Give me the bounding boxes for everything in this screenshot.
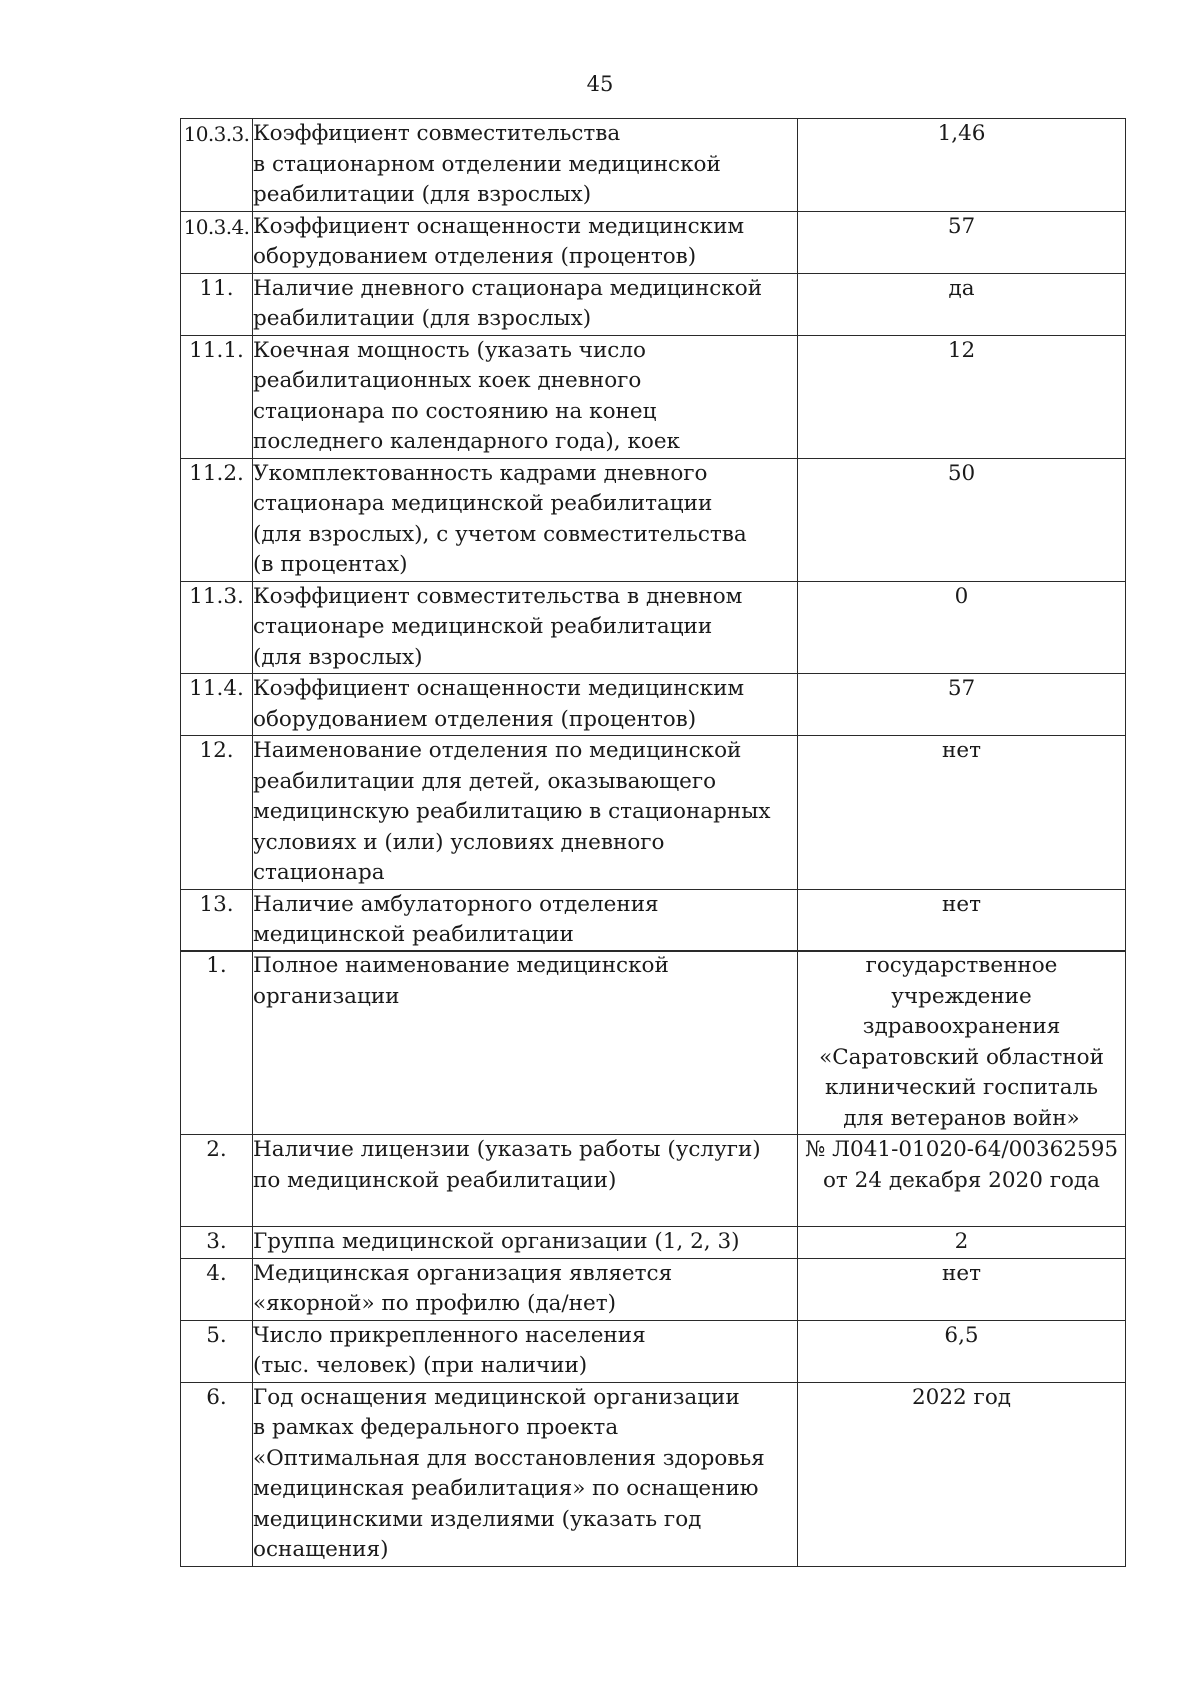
value-text-line: нет — [942, 1260, 981, 1286]
indicator-value — [798, 458, 1126, 581]
indicator-text-line: (для взрослых), с учетом совместительства — [253, 521, 747, 547]
table-row — [181, 273, 1126, 335]
indicator-value — [798, 674, 1126, 736]
indicator-text-line: Группа медицинской организации (1, 2, 3) — [253, 1229, 740, 1254]
table-row — [181, 581, 1126, 674]
row-number: 10.3.4. — [181, 211, 253, 273]
row-number: 2. — [181, 1135, 253, 1227]
row-number: 12. — [181, 736, 253, 890]
indicator-value — [798, 1258, 1126, 1320]
value-text-line: 57 — [947, 213, 976, 239]
indicator-text-line: Наличие лицензии (указать работы (услуги) — [253, 1137, 761, 1162]
indicator-text-line: Наличие амбулаторного отделения — [253, 891, 659, 917]
indicator-name — [253, 674, 798, 736]
row-number: 11.4. — [181, 674, 253, 736]
indicator-value — [798, 1320, 1126, 1382]
indicator-text-line: Коэффициент совместительства — [253, 121, 621, 146]
indicator-value — [798, 119, 1126, 212]
indicator-text-line: (тыс. человек) (при наличии) — [253, 1353, 588, 1378]
indicator-text-line: стационара медицинской реабилитации — [253, 491, 713, 516]
indicator-text-line: медицинской реабилитации — [253, 922, 574, 947]
value-text-line: 12 — [947, 337, 976, 363]
indicator-text-line: (в процентах) — [253, 552, 408, 577]
indicator-value — [798, 581, 1126, 674]
indicator-name — [253, 335, 798, 458]
value-text-line: от 24 декабря 2020 года — [822, 1167, 1100, 1193]
indicator-value — [798, 736, 1126, 890]
value-text-line: для ветеранов войн» — [843, 1105, 1080, 1131]
value-text-line: 0 — [954, 583, 969, 609]
table-row — [181, 951, 1126, 1135]
indicator-value — [798, 273, 1126, 335]
indicator-text-line: оснащения) — [253, 1537, 389, 1562]
row-number: 11.3. — [181, 581, 253, 674]
value-text-line: № Л041-01020-64/00362595 — [804, 1137, 1119, 1162]
row-number: 6. — [181, 1382, 253, 1566]
indicator-text-line: Медицинская организация является — [253, 1260, 673, 1286]
table-row — [181, 1382, 1126, 1566]
table-row — [181, 674, 1126, 736]
indicator-text-line: Наличие дневного стационара медицинской — [253, 275, 763, 301]
indicator-name — [253, 1227, 798, 1259]
indicator-text-line: «якорной» по профилю (да/нет) — [253, 1291, 616, 1316]
indicator-value — [798, 889, 1126, 951]
indicator-text-line: Число прикрепленного населения — [253, 1322, 646, 1348]
indicator-name — [253, 951, 798, 1135]
value-text-line: 2022 год — [912, 1384, 1011, 1410]
table-row — [181, 1135, 1126, 1227]
indicator-text-line: Укомплектованность кадрами дневного — [253, 460, 708, 486]
indicator-text-line: по медицинской реабилитации) — [253, 1167, 617, 1193]
indicator-name — [253, 211, 798, 273]
indicator-value — [798, 951, 1126, 1135]
indicator-text-line: в стационарном отделении медицинской — [253, 151, 721, 177]
value-text-line: 6,5 — [944, 1322, 979, 1348]
indicator-text-line: в рамках федерального проекта — [253, 1415, 619, 1440]
indicator-text-line: «Оптимальная для восстановления здоровья — [253, 1445, 765, 1471]
value-text-line: государственное — [865, 953, 1058, 978]
indicator-text-line: стационаре медицинской реабилитации — [253, 614, 713, 639]
value-text-line: здравоохранения — [862, 1014, 1061, 1039]
value-text-line: «Саратовский областной — [819, 1044, 1104, 1070]
indicator-text-line: медицинская реабилитация» по оснащению — [253, 1476, 759, 1501]
indicator-value — [798, 1227, 1126, 1259]
indicator-text-line: медицинскую реабилитацию в стационарных — [253, 799, 771, 824]
value-text-line: 57 — [947, 676, 976, 701]
table-row — [181, 1258, 1126, 1320]
value-text-line: 1,46 — [937, 121, 986, 146]
indicator-text-line: Коэффициент оснащенности медицинским — [253, 676, 745, 701]
indicator-text-line: Коэффициент совместительства в дневном — [253, 583, 743, 609]
value-text-line: клинический госпиталь — [825, 1075, 1098, 1100]
indicator-value — [798, 335, 1126, 458]
indicator-name — [253, 1320, 798, 1382]
indicator-text-line: оборудованием отделения (процентов) — [253, 244, 697, 269]
row-number: 11.1. — [181, 335, 253, 458]
indicator-text-line: Наименование отделения по медицинской — [253, 738, 742, 763]
indicator-name — [253, 119, 798, 212]
indicator-text-line: Коечная мощность (указать число — [253, 337, 646, 363]
indicator-text-line: Год оснащения медицинской организации — [253, 1384, 740, 1410]
table-row — [181, 458, 1126, 581]
row-number: 11. — [181, 273, 253, 335]
indicator-text-line: стационара по состоянию на конец — [253, 398, 657, 424]
indicator-value — [798, 1382, 1126, 1566]
table-row — [181, 119, 1126, 212]
value-text-line: нет — [942, 738, 981, 763]
value-text-line: 2 — [954, 1229, 969, 1254]
value-text-line: учреждение — [891, 983, 1032, 1009]
indicator-text-line: (для взрослых) — [253, 644, 423, 670]
table-row — [181, 736, 1126, 890]
row-number: 5. — [181, 1320, 253, 1382]
indicator-text-line: Полное наименование медицинской — [253, 953, 669, 978]
indicator-text-line: последнего календарного года), коек — [253, 429, 680, 454]
page-number: 45 — [586, 72, 614, 96]
row-number: 1. — [181, 951, 253, 1135]
indicator-text-line: организации — [253, 983, 400, 1009]
indicator-text-line: Коэффициент оснащенности медицинским — [253, 213, 745, 239]
table-row — [181, 335, 1126, 458]
indicator-name — [253, 736, 798, 890]
indicator-name — [253, 1258, 798, 1320]
indicator-value — [798, 211, 1126, 273]
indicator-text-line: условиях и (или) условиях дневного стационара — [253, 829, 665, 885]
table-row — [181, 211, 1126, 273]
indicator-value — [798, 1135, 1126, 1227]
indicator-name — [253, 458, 798, 581]
value-text-line: да — [948, 275, 975, 301]
indicator-name — [253, 889, 798, 951]
indicator-text-line: медицинскими изделиями (указать год — [253, 1506, 702, 1532]
indicator-text-line: реабилитации для детей, оказывающего — [253, 768, 717, 794]
table-row — [181, 1227, 1126, 1259]
indicator-text-line: реабилитации (для взрослых) — [253, 182, 592, 207]
organization-info-table — [180, 950, 1126, 1567]
row-number: 11.2. — [181, 458, 253, 581]
row-number: 4. — [181, 1258, 253, 1320]
table-row — [181, 889, 1126, 951]
value-text-line: 50 — [947, 460, 976, 486]
table-row — [181, 1320, 1126, 1382]
row-number: 13. — [181, 889, 253, 951]
indicator-text-line: реабилитационных коек дневного — [253, 368, 642, 393]
indicator-text-line: оборудованием отделения (процентов) — [253, 706, 697, 732]
indicator-name — [253, 1382, 798, 1566]
indicator-name — [253, 1135, 798, 1227]
indicators-table-rehabilitation — [180, 118, 1126, 952]
indicator-name — [253, 581, 798, 674]
row-number: 3. — [181, 1227, 253, 1259]
indicator-text-line: реабилитации (для взрослых) — [253, 306, 592, 331]
row-number: 10.3.3. — [181, 119, 253, 212]
value-text-line: нет — [942, 891, 981, 917]
indicator-name — [253, 273, 798, 335]
